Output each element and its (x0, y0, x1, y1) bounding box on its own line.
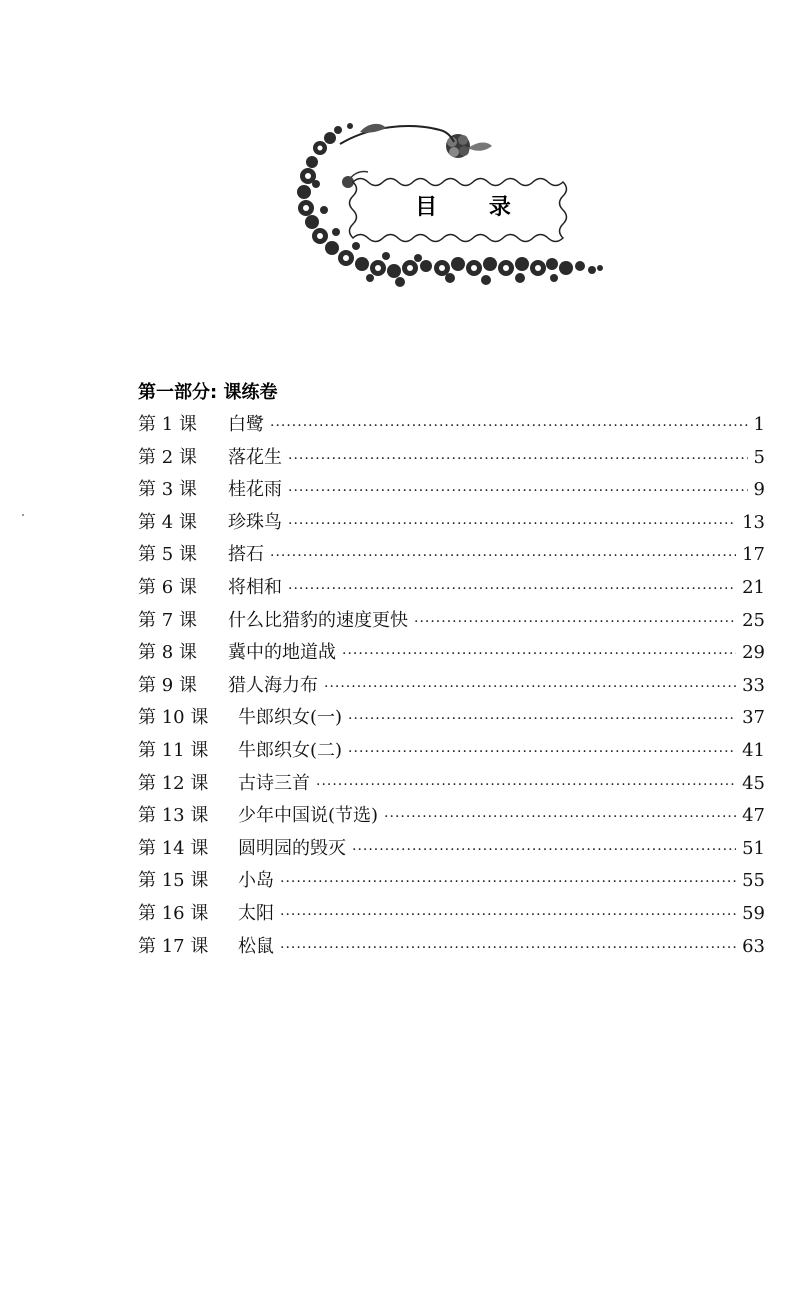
lesson-number: 第 10 课 (138, 707, 209, 729)
page-number: 37 (742, 707, 765, 729)
toc-entry[interactable] (138, 539, 765, 572)
toc-entry[interactable] (138, 768, 765, 801)
lesson-title: 松鼠 (238, 935, 274, 957)
toc-entry[interactable] (138, 605, 765, 638)
page-number: 5 (753, 446, 765, 468)
dot-leader (348, 703, 736, 736)
lesson-title: 古诗三首 (238, 772, 310, 794)
lesson-number: 第 8 课 (138, 642, 197, 664)
lesson-number: 第 7 课 (138, 609, 197, 631)
lesson-title: 牛郎织女(二) (238, 739, 343, 761)
lesson-number: 第 15 课 (138, 870, 209, 892)
page-number: 17 (742, 544, 765, 566)
dot-leader (270, 540, 736, 573)
lesson-number: 第 3 课 (138, 479, 197, 501)
page-number: 25 (742, 609, 765, 631)
dot-leader (288, 443, 748, 476)
page-number: 41 (742, 739, 765, 761)
lesson-number: 第 5 课 (138, 544, 197, 566)
scan-speck (22, 514, 24, 516)
dot-leader (316, 769, 736, 802)
page-number: 51 (742, 837, 765, 859)
dot-leader (288, 508, 736, 541)
lesson-title: 珍珠鸟 (228, 511, 282, 533)
page-number: 21 (742, 576, 765, 598)
page-number: 13 (742, 511, 765, 533)
dot-leader (348, 736, 736, 769)
dot-leader (342, 638, 736, 671)
lesson-number: 第 9 课 (138, 674, 197, 696)
dot-leader (280, 899, 736, 932)
page-number: 45 (742, 772, 765, 794)
page-number: 33 (742, 674, 765, 696)
page-number: 9 (753, 479, 765, 501)
toc-entry[interactable] (138, 800, 765, 833)
lesson-title: 白鹭 (228, 414, 264, 435)
lesson-title: 小岛 (238, 870, 274, 892)
dot-leader (384, 801, 736, 834)
toc-entry[interactable] (138, 735, 765, 768)
dot-leader (280, 866, 736, 899)
lesson-number: 第 1 课 (138, 414, 197, 435)
toc-entry[interactable] (138, 474, 765, 507)
toc-entry[interactable] (138, 409, 765, 442)
lesson-title: 圆明园的毁灭 (238, 837, 346, 859)
toc-entry[interactable] (138, 931, 765, 964)
dot-leader (324, 671, 736, 704)
lesson-number: 第 13 课 (138, 805, 209, 827)
page-number: 29 (742, 642, 765, 664)
lesson-number: 第 14 课 (138, 837, 209, 859)
dot-leader (414, 606, 736, 639)
toc-entry[interactable] (138, 898, 765, 931)
toc-entry[interactable] (138, 572, 765, 605)
lesson-number: 第 12 课 (138, 772, 209, 794)
page-number: 1 (753, 414, 765, 435)
dot-leader (352, 834, 736, 867)
lesson-number: 第 6 课 (138, 576, 197, 598)
page-number: 55 (742, 870, 765, 892)
dot-leader (270, 410, 748, 443)
toc-entry[interactable] (138, 507, 765, 540)
lesson-number: 第 11 课 (138, 739, 209, 761)
toc-entry[interactable] (138, 670, 765, 703)
lesson-title: 猎人海力布 (228, 674, 318, 696)
section-heading: 第一部分: 课练卷 (138, 382, 278, 403)
dot-leader (288, 475, 748, 508)
lesson-title: 牛郎织女(一) (238, 707, 343, 729)
lesson-title: 将相和 (228, 576, 282, 598)
lesson-number: 第 4 课 (138, 511, 197, 533)
toc-entry[interactable] (138, 865, 765, 898)
lesson-number: 第 2 课 (138, 446, 197, 468)
toc-entry[interactable] (138, 702, 765, 735)
lesson-title: 搭石 (228, 544, 264, 566)
lesson-title: 冀中的地道战 (228, 642, 336, 664)
lesson-title: 少年中国说(节选) (238, 805, 379, 827)
page-title: 目 录 (415, 195, 533, 220)
toc-entry[interactable] (138, 833, 765, 866)
lesson-title: 桂花雨 (228, 479, 282, 501)
lesson-title: 落花生 (228, 446, 282, 468)
dot-leader (288, 573, 736, 606)
dot-leader (280, 932, 736, 965)
lesson-number: 第 16 课 (138, 902, 209, 924)
toc-entry[interactable] (138, 637, 765, 670)
lesson-title: 太阳 (238, 902, 274, 924)
page-number: 59 (742, 902, 765, 924)
lesson-number: 第 17 课 (138, 935, 209, 957)
page-number: 63 (742, 935, 765, 957)
toc-entry[interactable] (138, 442, 765, 475)
lesson-title: 什么比猎豹的速度更快 (228, 609, 408, 631)
page-number: 47 (742, 805, 765, 827)
table-of-contents (138, 409, 765, 963)
